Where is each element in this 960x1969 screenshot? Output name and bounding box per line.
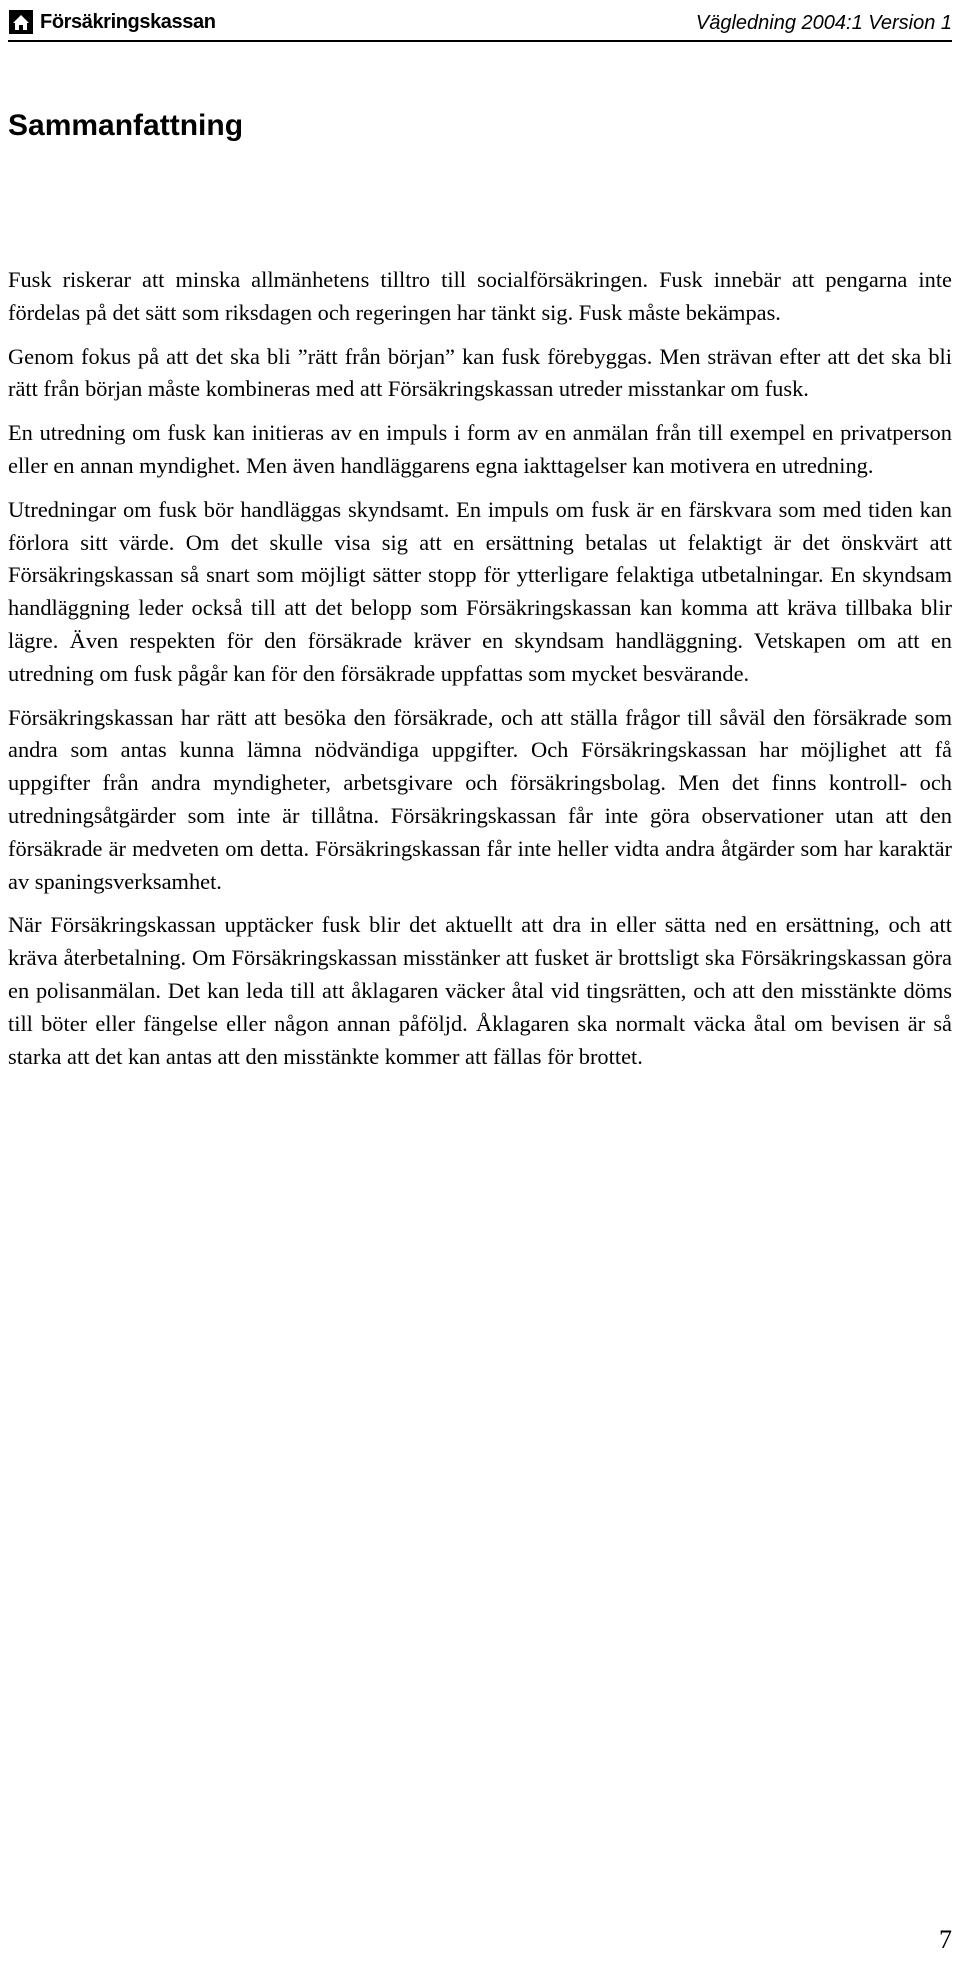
logo: [8, 8, 216, 36]
paragraph: Försäkringskassan har rätt att besöka den försäkrade, och att ställa frågor till såväl den försäkrade som andra som antas kunna lämna nödvändiga uppgifter. Och Försäkringskassan har möjlighet att få uppgifter från andra myndigheter, arbetsgivare och försäkringsbolag. Men det finns kontroll- och utredningsåtgärder som inte är tillåtna. Försäkringskassan får inte göra observationer utan att den försäkrade är medveten om detta. Försäkringskassan får inte heller vidta andra åtgärder som har karaktär av spaningsverksamhet.: [8, 704, 952, 894]
paragraph: Fusk riskerar att minska allmänhetens tilltro till socialförsäkringen. Fusk innebär att pengarna inte fördelas på det sätt som riksdagen och regeringen har tänkt sig. Fusk måste bekämpas.: [8, 267, 952, 325]
paragraph: En utredning om fusk kan initieras av en impuls i form av en anmälan från till exempel en privatperson eller en annan myndighet. Men även handläggarens egna iakttagelser kan motivera en utredning.: [8, 420, 952, 478]
paragraph: När Försäkringskassan upptäcker fusk blir det aktuellt att dra in eller sätta ned en ersättning, och att kräva återbetalning. Om Försäkringskassan misstänker att fusket är brottsligt ska Försäkringskassan göra en polisanmälan. Det kan leda till att åklagaren väcker åtal vid tingsrätten, och att den misstänkte döms till böter eller fängelse eller någon annan påföljd. Åklagaren ska normalt väcka åtal om bevisen är så starka att det kan antas att den misstänkte kommer att fällas för brottet.: [8, 912, 952, 1069]
document-reference: Vägledning 2004:1 Version 1: [695, 12, 952, 34]
page-title: Sammanfattning: [8, 109, 244, 142]
summary-body: [8, 264, 952, 1084]
house-logo-icon: [8, 9, 34, 35]
page-header: [8, 8, 952, 42]
page-number: 7: [939, 1925, 952, 1954]
paragraph: Genom fokus på att det ska bli ”rätt från början” kan fusk förebyggas. Men strävan efter att det ska bli rätt från början måste kombineras med att Försäkringskassan utreder misstankar om fusk.: [8, 343, 952, 402]
paragraph: Utredningar om fusk bör handläggas skyndsamt. En impuls om fusk är en färskvara som med tiden kan förlora sitt värde. Om det skulle visa sig att en ersättning betalas ut felaktigt är det önskvärt att Försäkringskassan så snart som möjligt sätter stopp för ytterligare felaktiga utbetalningar. En skyndsam handläggning leder också till att det belopp som Försäkringskassan kan komma att kräva tillbaka blir lägre. Även respekten för den försäkrade kräver en skyndsam handläggning. Vetskapen om att en utredning om fusk pågår kan för den försäkrade uppfattas som mycket besvärande.: [8, 496, 952, 686]
org-name: Försäkringskassan: [40, 10, 216, 33]
